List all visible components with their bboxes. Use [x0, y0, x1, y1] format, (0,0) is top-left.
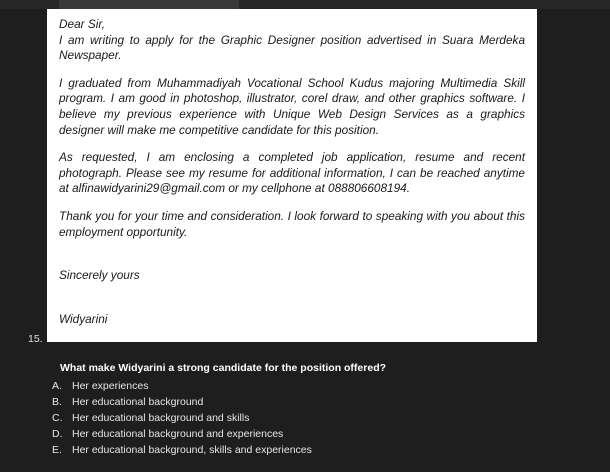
cover-letter — [47, 9, 537, 342]
option-text: Her educational background and experiences — [72, 428, 284, 440]
option-text: Her educational background and skills — [72, 412, 250, 424]
letter-paragraph: As requested, I am enclosing a completed job application, resume and recent photograph. Please see my resume for additional information, I can be reached anytime at alfinawidyarini29@gmail.com or my cellphone at 088806608194. — [59, 150, 525, 196]
option-letter: A. — [52, 380, 62, 392]
question-text: What make Widyarini a strong candidate for the position offered? — [60, 362, 387, 374]
answer-option-b[interactable] — [52, 394, 312, 410]
option-letter: C. — [52, 412, 63, 424]
letter-closing: Sincerely yours — [59, 268, 140, 283]
option-letter: D. — [52, 428, 63, 440]
answer-option-d[interactable] — [52, 426, 312, 442]
answer-option-c[interactable] — [52, 410, 312, 426]
letter-greeting: Dear Sir, — [59, 17, 105, 31]
top-bar-segment — [59, 0, 239, 9]
letter-paragraph: I graduated from Muhammadiyah Vocational School Kudus majoring Multimedia Skill program. I am good in photoshop, illustrator, corel draw, and other graphics software. I believe my previous experience with Unique Web Design Services as a graphics designer will make me competitive candidate for this position. — [59, 75, 525, 137]
option-letter: E. — [52, 444, 62, 456]
answer-option-e[interactable] — [52, 442, 312, 458]
answer-options — [52, 378, 312, 458]
option-letter: B. — [52, 396, 62, 408]
option-text: Her experiences — [72, 380, 149, 392]
top-bar — [0, 0, 610, 9]
question-number: 15. — [28, 333, 43, 345]
option-text: Her educational background, skills and experiences — [72, 444, 312, 456]
option-text: Her educational background — [72, 396, 204, 408]
letter-paragraph: Thank you for your time and consideration. I look forward to speaking with you about this employment opportunity. — [59, 208, 525, 239]
answer-option-a[interactable] — [52, 378, 312, 394]
letter-signature: Widyarini — [59, 311, 108, 326]
letter-paragraph: I am writing to apply for the Graphic Designer position advertised in Suara Merdeka Newspaper. — [59, 32, 525, 63]
